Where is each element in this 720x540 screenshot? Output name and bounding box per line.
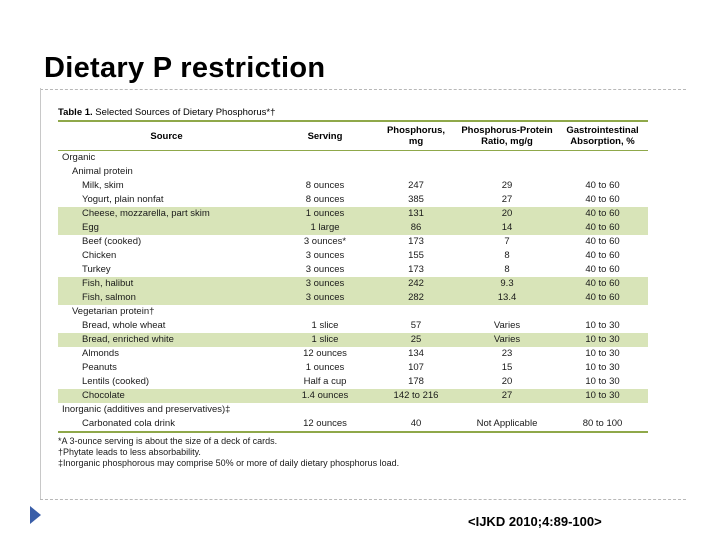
table-row — [58, 319, 648, 333]
cell-absorption: 40 to 60 — [585, 222, 620, 233]
cell-phosphorus — [375, 305, 457, 319]
cell-serving: 1 slice — [311, 334, 339, 345]
cell-absorption: 10 to 30 — [585, 348, 620, 359]
footnote-inorganic: ‡Inorganic phosphorous may comprise 50% or more of daily dietary phosphorus load. — [58, 458, 400, 468]
header-absorption — [557, 125, 648, 147]
cell-ratio: 13.4 — [497, 292, 517, 303]
cell-source: Carbonated cola drink — [82, 418, 175, 429]
cell-source: Vegetarian protein† — [72, 306, 155, 317]
cell-serving: 1 large — [310, 222, 340, 233]
table-caption — [58, 106, 648, 120]
cell-ratio: Varies — [493, 334, 521, 345]
table-row — [58, 263, 648, 277]
table-row — [58, 277, 648, 291]
cell-source: Beef (cooked) — [82, 236, 142, 247]
cell-phosphorus: 142 to 216 — [393, 390, 439, 401]
cell-serving — [275, 165, 375, 179]
cell-ratio: 14 — [501, 222, 513, 233]
cell-phosphorus: 134 — [408, 348, 424, 359]
cell-source: Peanuts — [82, 362, 117, 373]
table-row — [58, 193, 648, 207]
footnote-serving: *A 3-ounce serving is about the size of a deck of cards. — [58, 436, 278, 446]
cell-source: Fish, halibut — [82, 278, 134, 289]
table-row — [58, 249, 648, 263]
slide-title: Dietary P restriction — [44, 52, 326, 84]
cell-phosphorus: 242 — [408, 278, 424, 289]
cell-source: Chocolate — [82, 390, 125, 401]
cell-phosphorus: 173 — [408, 264, 424, 275]
cell-serving: 8 ounces — [305, 180, 345, 191]
cell-phosphorus — [375, 165, 457, 179]
table-row — [58, 165, 648, 179]
cell-serving — [275, 151, 375, 165]
cell-serving: 12 ounces — [303, 348, 347, 359]
header-phosphorus-line1: Phosphorus, — [386, 125, 446, 136]
cell-ratio: 27 — [501, 194, 513, 205]
header-absorption-line1: Gastrointestinal — [566, 125, 639, 136]
table-row — [58, 417, 648, 431]
cell-absorption — [557, 165, 648, 179]
cell-absorption: 40 to 60 — [585, 194, 620, 205]
cell-serving: Half a cup — [303, 376, 347, 387]
cell-absorption: 40 to 60 — [585, 250, 620, 261]
cell-serving: 12 ounces — [303, 418, 347, 429]
cell-absorption: 10 to 30 — [585, 334, 620, 345]
cell-phosphorus: 178 — [408, 376, 424, 387]
cell-absorption: 10 to 30 — [585, 390, 620, 401]
cell-ratio — [457, 151, 557, 165]
table-row — [58, 389, 648, 403]
cell-serving: 1.4 ounces — [301, 390, 349, 401]
cell-absorption: 80 to 100 — [582, 418, 623, 429]
header-phosphorus-line2: mg — [408, 136, 424, 147]
cell-absorption: 40 to 60 — [585, 180, 620, 191]
cell-serving: 1 ounces — [305, 362, 345, 373]
footnote-phytate: †Phytate leads to less absorbability. — [58, 447, 201, 457]
cell-ratio: 29 — [501, 180, 513, 191]
cell-ratio: 8 — [504, 264, 510, 275]
header-absorption-line2: Absorption, % — [570, 136, 635, 147]
cell-absorption: 10 to 30 — [585, 320, 620, 331]
cell-phosphorus: 40 — [410, 418, 422, 429]
cell-ratio: 20 — [501, 208, 513, 219]
table-row — [58, 403, 648, 417]
table-footnotes — [58, 433, 648, 469]
cell-serving: 1 slice — [311, 320, 339, 331]
cell-source: Inorganic (additives and preservatives)‡ — [62, 404, 231, 415]
table-row — [58, 291, 648, 305]
cell-ratio — [457, 305, 557, 319]
table-caption-text: Selected Sources of Dietary Phosphorus*† — [92, 107, 276, 118]
cell-source: Bread, enriched white — [82, 334, 174, 345]
cell-absorption — [557, 403, 648, 417]
header-ratio-line2: Ratio, mg/g — [481, 136, 533, 147]
cell-absorption: 40 to 60 — [585, 236, 620, 247]
cell-ratio — [457, 403, 557, 417]
table-row — [58, 179, 648, 193]
table-row — [58, 151, 648, 165]
cell-source: Fish, salmon — [82, 292, 136, 303]
cell-ratio: 15 — [501, 362, 513, 373]
header-source: Source — [150, 130, 183, 142]
cell-serving: 3 ounces — [305, 250, 345, 261]
cell-phosphorus: 173 — [408, 236, 424, 247]
cell-absorption — [557, 151, 648, 165]
header-ratio — [457, 125, 557, 147]
cell-phosphorus: 57 — [410, 320, 422, 331]
cell-phosphorus: 107 — [408, 362, 424, 373]
cell-phosphorus: 25 — [410, 334, 422, 345]
cell-absorption: 40 to 60 — [585, 278, 620, 289]
table-row — [58, 375, 648, 389]
cell-serving — [275, 403, 375, 417]
cell-absorption — [557, 305, 648, 319]
cell-source: Milk, skim — [82, 180, 124, 191]
cell-serving: 3 ounces* — [303, 236, 347, 247]
cell-phosphorus — [375, 403, 457, 417]
cell-source: Organic — [62, 152, 96, 163]
cell-serving: 3 ounces — [305, 264, 345, 275]
cell-serving: 1 ounces — [305, 208, 345, 219]
cell-phosphorus: 86 — [410, 222, 422, 233]
cell-absorption: 40 to 60 — [585, 292, 620, 303]
cell-serving — [275, 305, 375, 319]
header-phosphorus — [375, 125, 457, 147]
table-row — [58, 347, 648, 361]
cell-absorption: 40 to 60 — [585, 264, 620, 275]
left-border — [40, 88, 41, 500]
cell-phosphorus: 385 — [408, 194, 424, 205]
header-serving: Serving — [307, 130, 343, 142]
cell-ratio: 9.3 — [500, 278, 514, 289]
cell-phosphorus: 247 — [408, 180, 424, 191]
cell-source: Egg — [82, 222, 99, 233]
cell-source: Almonds — [82, 348, 119, 359]
citation: <IJKD 2010;4:89-100> — [468, 514, 602, 529]
cell-phosphorus — [375, 151, 457, 165]
table-header — [58, 122, 648, 150]
cell-absorption: 10 to 30 — [585, 362, 620, 373]
cell-serving: 8 ounces — [305, 194, 345, 205]
header-ratio-line1: Phosphorus-Protein — [461, 125, 553, 136]
cell-ratio: Not Applicable — [476, 418, 538, 429]
cell-ratio: Varies — [493, 320, 521, 331]
cell-serving: 3 ounces — [305, 292, 345, 303]
cell-source: Bread, whole wheat — [82, 320, 166, 331]
table-caption-label: Table 1. — [58, 107, 93, 118]
cell-source: Animal protein — [72, 166, 133, 177]
phosphorus-table — [58, 106, 648, 469]
cell-absorption: 10 to 30 — [585, 376, 620, 387]
cell-absorption: 40 to 60 — [585, 208, 620, 219]
table-row — [58, 305, 648, 319]
cell-source: Lentils (cooked) — [82, 376, 150, 387]
cell-ratio: 8 — [504, 250, 510, 261]
cell-ratio: 27 — [501, 390, 513, 401]
cell-source: Chicken — [82, 250, 117, 261]
bottom-divider — [40, 499, 686, 500]
table-row — [58, 361, 648, 375]
table-row — [58, 333, 648, 347]
table-row — [58, 221, 648, 235]
bullet-arrow-icon — [30, 506, 41, 524]
cell-source: Turkey — [82, 264, 111, 275]
cell-phosphorus: 282 — [408, 292, 424, 303]
cell-ratio — [457, 165, 557, 179]
table-body — [58, 151, 648, 431]
cell-source: Yogurt, plain nonfat — [82, 194, 164, 205]
cell-ratio: 20 — [501, 376, 513, 387]
cell-serving: 3 ounces — [305, 278, 345, 289]
title-divider — [40, 89, 686, 90]
table-row — [58, 207, 648, 221]
cell-phosphorus: 155 — [408, 250, 424, 261]
cell-ratio: 7 — [504, 236, 510, 247]
cell-source: Cheese, mozzarella, part skim — [82, 208, 210, 219]
table-row — [58, 235, 648, 249]
cell-ratio: 23 — [501, 348, 513, 359]
cell-phosphorus: 131 — [408, 208, 424, 219]
